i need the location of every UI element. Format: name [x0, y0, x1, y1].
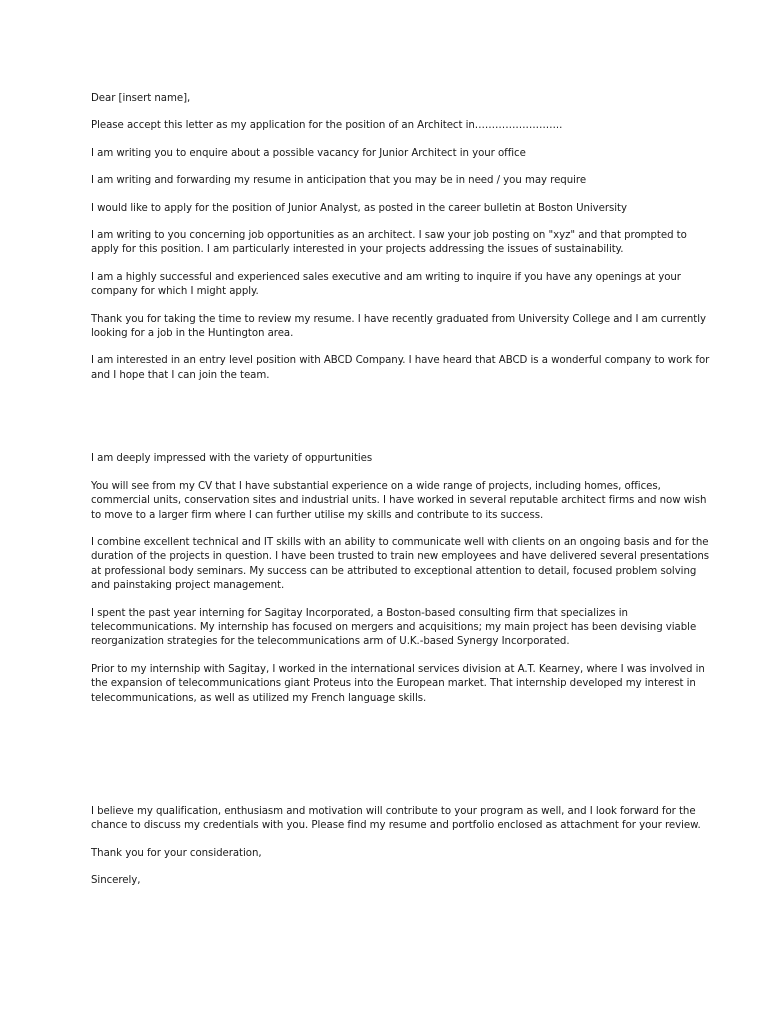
paragraph-cv-experience: You will see from my CV that I have substantial experience on a wide range of projects, including homes, offices, commercial units, conservation sites and industrial units. I have worked in several reputable architect firms and now wish to move to a larger firm where I can further utilise my skills and contribute to its success.	[91, 480, 707, 521]
paragraph-forwarding-resume: I am writing and forwarding my resume in anticipation that you may be in need / you may require	[91, 175, 587, 187]
letter-page	[91, 92, 711, 902]
salutation: Dear [insert name],	[91, 93, 191, 104]
paragraph-technical-skills: I combine excellent technical and IT skills with an ability to communicate well with clients on an ongoing basis and for the duration of the projects in question. I have been trusted to train new employees and have delivered several presentations at professional body seminars. My success can be attributed to exceptional attention to detail, focused problem solving and painstaking project management.	[91, 536, 710, 592]
paragraph-prior-experience: Prior to my internship with Sagitay, I worked in the international services division at A.T. Kearney, where I was involved in the expansion of telecommunications giant Proteus into the European market. That internship developed my interest in telecommunications, as well as utilized my French language skills.	[91, 663, 705, 704]
spacer	[91, 719, 711, 805]
spacer	[91, 396, 711, 452]
closing: Sincerely,	[91, 875, 141, 887]
paragraph-vacancy-enquiry: I am writing you to enquire about a possible vacancy for Junior Architect in your office	[91, 147, 526, 159]
paragraph-application-intro: Please accept this letter as my application for the position of an Architect in……………………..	[91, 120, 563, 132]
paragraph-junior-analyst: I would like to apply for the position of Junior Analyst, as posted in the career bulletin at Boston University	[91, 202, 627, 214]
paragraph-sales-executive: I am a highly successful and experienced sales executive and am writing to inquire if you have any openings at your company for which I might apply.	[91, 271, 681, 298]
paragraph-internship-sagitay: I spent the past year interning for Sagitay Incorporated, a Boston-based consulting firm that specializes in telecommunications. My internship has focused on mergers and acquisitions; my main project has been devising viable reorganization strategies for the telecommunications arm of U.K.-based Synergy Incorporated.	[91, 607, 697, 648]
paragraph-job-posting: I am writing to you concerning job opportunities as an architect. I saw your job posting on "xyz" and that prompted to apply for this position. I am particularly interested in your projects addressing the issues of sustainability.	[91, 230, 687, 256]
paragraph-thanks: Thank you for your consideration,	[91, 847, 262, 859]
paragraph-recent-graduate: Thank you for taking the time to review my resume. I have recently graduated from University College and I am currently looking for a job in the Huntington area.	[91, 313, 707, 340]
paragraph-entry-level: I am interested in an entry level position with ABCD Company. I have heard that ABCD is a wonderful company to work for and I hope that I can join the team.	[91, 355, 710, 381]
paragraph-impressed: I am deeply impressed with the variety of oppurtunities	[91, 453, 373, 465]
paragraph-closing-statement: I believe my qualification, enthusiasm and motivation will contribute to your program as well, and I look forward for the chance to discuss my credentials with you. Please find my resume and portfolio enclosed as attachment for your review.	[91, 805, 701, 832]
